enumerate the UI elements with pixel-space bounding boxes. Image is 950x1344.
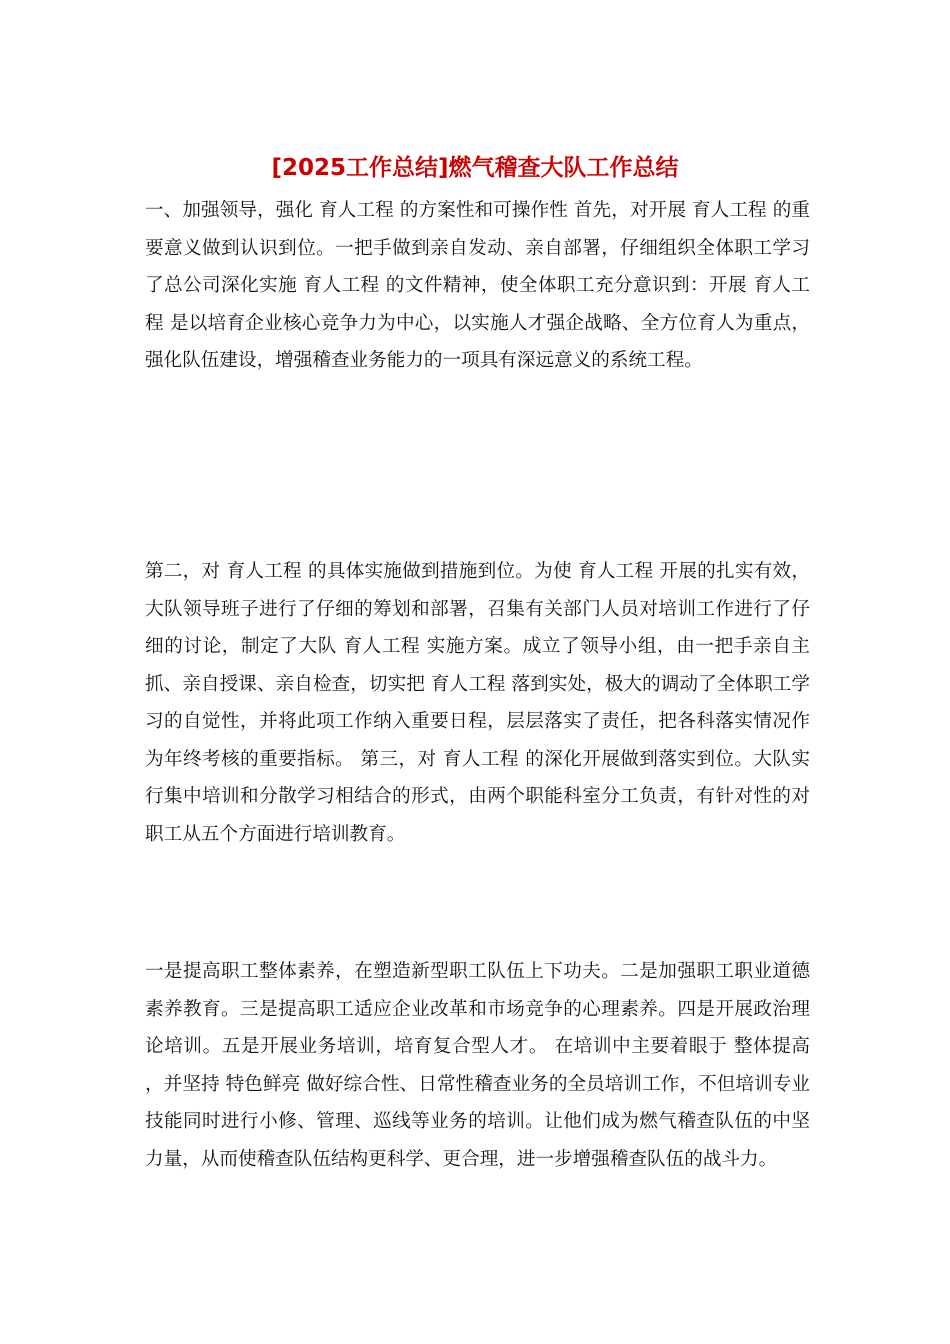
paragraph-2: 第二，对 育人工程 的具体实施做到措施到位。为使 育人工程 开展的扎实有效，大队领导班子进行了仔细的筹划和部署，召集有关部门人员对培训工作进行了仔细的讨论，制定了大队 育人工程 实施方案。成立了领导小组，由一把手亲自主抓、亲自授课、亲自检查，切实把 育人工程 落到实处，极大的调动了全体职工学习的自觉性，并将此项工作纳入重要日程，层层落实了责任，把各科落实情况作为年终考核的重要指标。 第三，对 育人工程 的深化开展做到落实到位。大队实行集中培训和分散学习相结合的形式，由两个职能科室分工负责，有针对性的对职工从五个方面进行培训教育。 [145, 561, 810, 845]
document-title: [2025工作总结]燃气稽查大队工作总结 [271, 155, 679, 181]
paragraph-1: 一、加强领导，强化 育人工程 的方案性和可操作性 首先，对开展 育人工程 的重要意义做到认识到位。一把手做到亲自发动、亲自部署，仔细组织全体职工学习了总公司深化实施 育人工程 的文件精神，使全体职工充分意识到：开展 育人工程 是以培育企业核心竞争力为中心，以实施人才强企战略、全方位育人为重点，强化队伍建设，增强稽查业务能力的一项具有深远意义的系统工程。 [145, 200, 810, 371]
paragraph-3: 一是提高职工整体素养，在塑造新型职工队伍上下功夫。二是加强职工职业道德素养教育。三是提高职工适应企业改革和市场竞争的心理素养。四是开展政治理论培训。五是开展业务培训，培育复合型人才。 在培训中主要着眼于 整体提高 ，并坚持 特色鲜亮 做好综合性、日常性稽查业务的全员培训工作，不但培训专业技能同时进行小修、管理、巡线等业务的培训。让他们成为燃气稽查队伍的中坚力量，从而使稽查队伍结构更科学、更合理，进一步增强稽查队伍的战斗力。 [145, 961, 810, 1170]
